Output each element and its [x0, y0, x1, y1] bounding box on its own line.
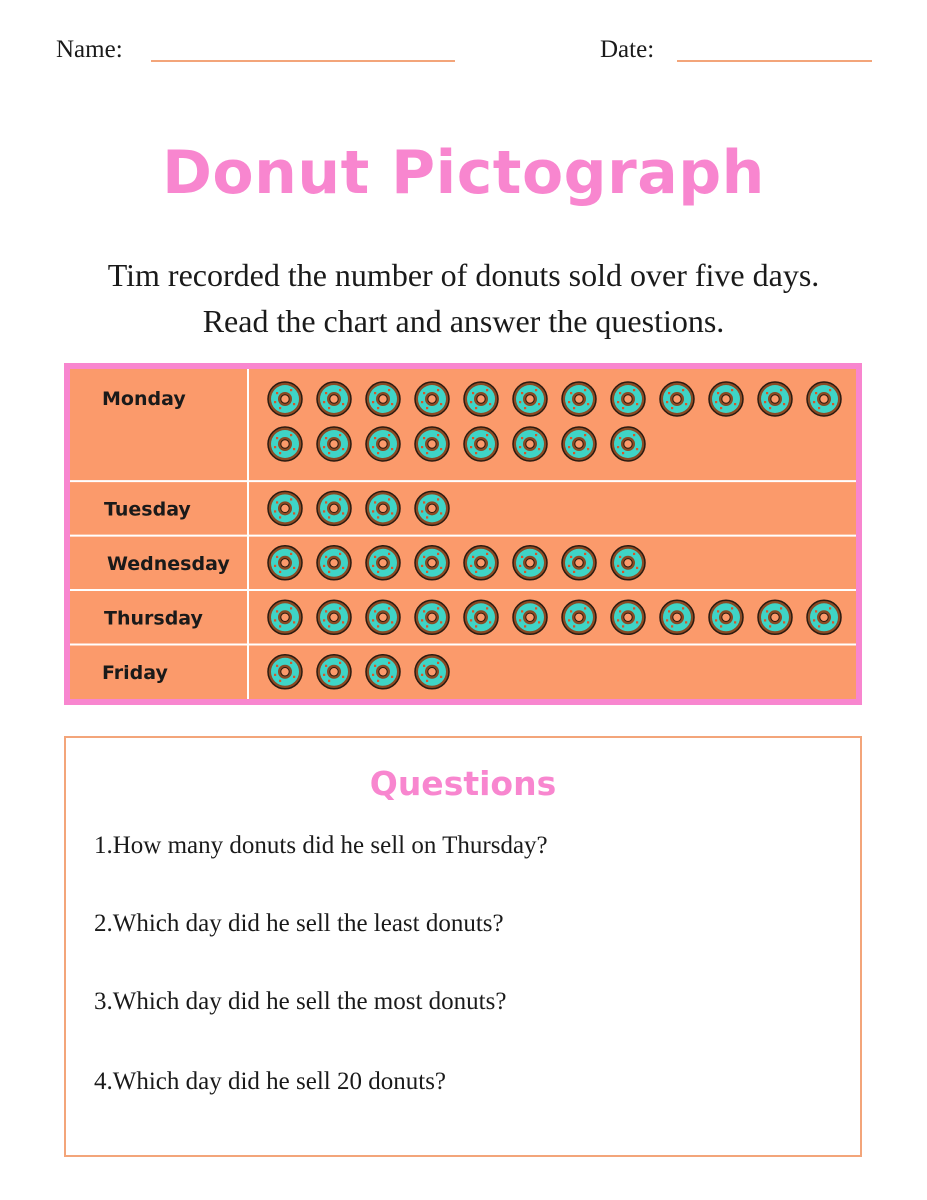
- donut-icon: [415, 655, 449, 689]
- donut-icon: [611, 382, 645, 416]
- donut-icon: [366, 655, 400, 689]
- donut-icon: [611, 427, 645, 461]
- donut-icon: [464, 382, 498, 416]
- donut-icon: [415, 382, 449, 416]
- question-1: 1.How many donuts did he sell on Thursday?: [94, 832, 548, 859]
- donut-icon: [268, 427, 302, 461]
- donut-icon: [464, 546, 498, 580]
- donut-icon: [366, 491, 400, 525]
- name-line[interactable]: [151, 60, 455, 62]
- donut-icon: [513, 427, 547, 461]
- donut-icon: [317, 427, 351, 461]
- donut-icon: [317, 546, 351, 580]
- questions-title: Questions: [369, 764, 557, 803]
- category-label: Tuesday: [104, 498, 191, 521]
- category-label: Wednesday: [107, 552, 230, 575]
- donut-icon: [513, 600, 547, 634]
- donut-icon: [660, 382, 694, 416]
- page-title: Donut Pictograph: [162, 138, 765, 208]
- donut-icon: [562, 600, 596, 634]
- donut-icon: [268, 382, 302, 416]
- donut-icon: [660, 600, 694, 634]
- pictograph-svg: [70, 369, 856, 699]
- intro-line-1: Tim recorded the number of donuts sold over five days.: [107, 257, 820, 293]
- date-line[interactable]: [677, 60, 872, 62]
- question-4: 4.Which day did he sell 20 donuts?: [94, 1068, 447, 1095]
- donut-icon: [415, 600, 449, 634]
- donut-icon: [807, 600, 841, 634]
- intro-text: [0, 252, 927, 344]
- donut-icon: [317, 491, 351, 525]
- date-label: Date:: [600, 36, 655, 63]
- question-3: 3.Which day did he sell the most donuts?: [94, 988, 507, 1015]
- donut-icon: [317, 655, 351, 689]
- donut-icon: [807, 382, 841, 416]
- donut-icon: [317, 600, 351, 634]
- donut-icon: [709, 600, 743, 634]
- donut-icon: [268, 655, 302, 689]
- donut-icon: [415, 491, 449, 525]
- donut-icon: [464, 600, 498, 634]
- donut-icon: [709, 382, 743, 416]
- donut-icon: [562, 382, 596, 416]
- questions-box: [64, 736, 862, 1157]
- donut-icon: [415, 546, 449, 580]
- donut-icon: [268, 600, 302, 634]
- donut-icon: [268, 491, 302, 525]
- donut-icon: [268, 546, 302, 580]
- donut-icon: [366, 427, 400, 461]
- intro-line-2: Read the chart and answer the questions.: [202, 303, 725, 339]
- donut-icon: [513, 382, 547, 416]
- donut-icon: [366, 546, 400, 580]
- donut-icon: [513, 546, 547, 580]
- category-label: Thursday: [104, 607, 203, 630]
- pictograph-chart: [64, 363, 862, 705]
- donut-icon: [611, 546, 645, 580]
- donut-icon: [366, 600, 400, 634]
- donut-icon: [366, 382, 400, 416]
- category-label: Monday: [102, 388, 186, 410]
- question-2: 2.Which day did he sell the least donuts?: [94, 910, 504, 937]
- name-label: Name:: [56, 36, 123, 63]
- donut-icon: [758, 600, 792, 634]
- donut-icon: [611, 600, 645, 634]
- category-label: Friday: [102, 661, 168, 684]
- donut-icon: [464, 427, 498, 461]
- donut-icon: [562, 546, 596, 580]
- donut-icon: [758, 382, 792, 416]
- donut-icon: [415, 427, 449, 461]
- donut-icon: [562, 427, 596, 461]
- donut-icon: [317, 382, 351, 416]
